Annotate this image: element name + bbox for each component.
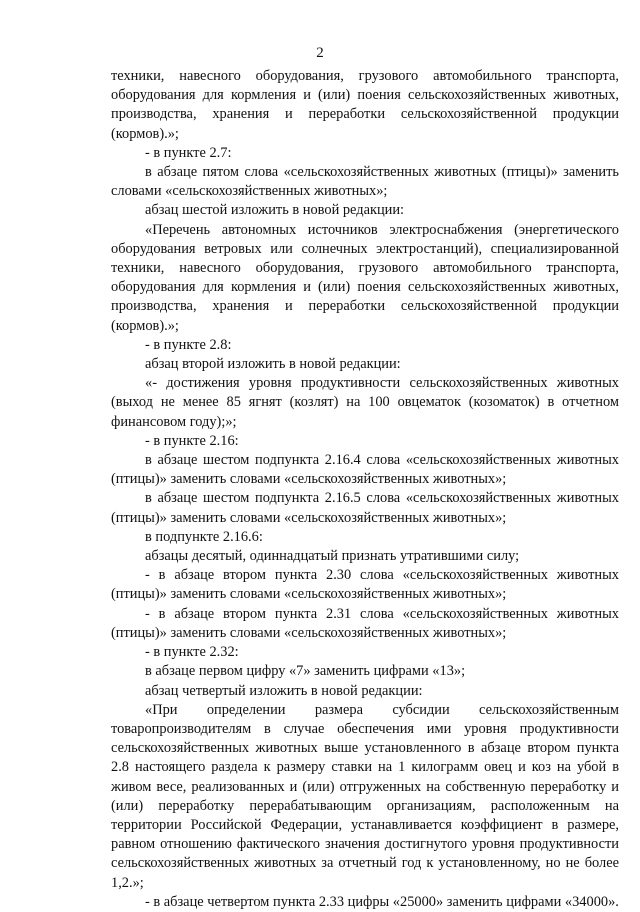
paragraph: абзац шестой изложить в новой редакции: (145, 202, 405, 219)
paragraph: в абзаце шестом подпункта 2.16.5 слова «сельскохозяйственных животных (птицы)» заменить словами «сельскохозяйственных животных»; (111, 490, 619, 526)
paragraph: абзацы десятый, одиннадцатый признать утратившими силу; (145, 548, 520, 565)
paragraph: абзац второй изложить в новой редакции: (145, 356, 401, 373)
paragraph: «Перечень автономных источников электроснабжения (энергетического оборудования ветровых или солнечных электростанций), специализированной техники, навесного оборудования, грузового автомобильного транспорта, оборудования для кормления и (или) поения сельскохозяйственных животных, производства, хранения и переработки сельскохозяйственной продукции (кормов).»; (111, 221, 619, 334)
paragraph: в абзаце пятом слова «сельскохозяйственных животных (птицы)» заменить словами «сельскохозяйственных животных»; (111, 164, 619, 200)
paragraph: «- достижения уровня продуктивности сельскохозяйственных животных (выход не менее 85 ягнят (козлят) на 100 овцематок (козоматок) в отчетном финансовом году);»; (111, 375, 619, 430)
paragraph: в подпункте 2.16.6: (145, 528, 263, 545)
paragraph: - в абзаце втором пункта 2.30 слова «сельскохозяйственных животных (птицы)» заменить словами «сельскохозяйственных животных»; (111, 567, 619, 603)
paragraph: «При определении размера субсидии сельскохозяйственным товаропроизводителям в случае обеспечения ими уровня продуктивности сельскохозяйственных животных выше установленного в абзаце втором пункта 2.8 настоящего раздела к размеру ставки на 1 килограмм овец и коз на убой в живом весе, реализованных и (или) отгруженных на собственную переработку и (или) переработку перерабатывающим организациям, расположенным на территории Российской Федерации, устанавливается коэффициент в размере, равном отношению фактического значения достигнутого уровня продуктивности сельскохозяйственных животных за отчетный год к установленному, но не более 1,2.»; (111, 701, 619, 891)
paragraph: абзац четвертый изложить в новой редакции: (145, 682, 423, 699)
paragraph: в абзаце первом цифру «7» заменить цифрами «13»; (145, 663, 466, 680)
paragraph: техники, навесного оборудования, грузового автомобильного транспорта, оборудования для кормления и (или) поения сельскохозяйственных животных, производства, хранения и переработки сельскохозяйственной продукции (кормов).»; (111, 68, 619, 142)
paragraph: - в абзаце втором пункта 2.31 слова «сельскохозяйственных животных (птицы)» заменить словами «сельскохозяйственных животных»; (111, 605, 619, 641)
document-body (111, 67, 619, 912)
page-number: 2 (316, 45, 324, 61)
paragraph: - в пункте 2.32: (145, 644, 239, 661)
paragraph: - в пункте 2.7: (145, 144, 232, 161)
paragraph: - в пункте 2.16: (145, 432, 239, 449)
paragraph: в абзаце шестом подпункта 2.16.4 слова «сельскохозяйственных животных (птицы)» заменить словами «сельскохозяйственных животных»; (111, 452, 619, 488)
paragraph: - в абзаце четвертом пункта 2.33 цифры «25000» заменить цифрами «34000». (145, 893, 619, 910)
paragraph: - в пункте 2.8: (145, 336, 232, 353)
